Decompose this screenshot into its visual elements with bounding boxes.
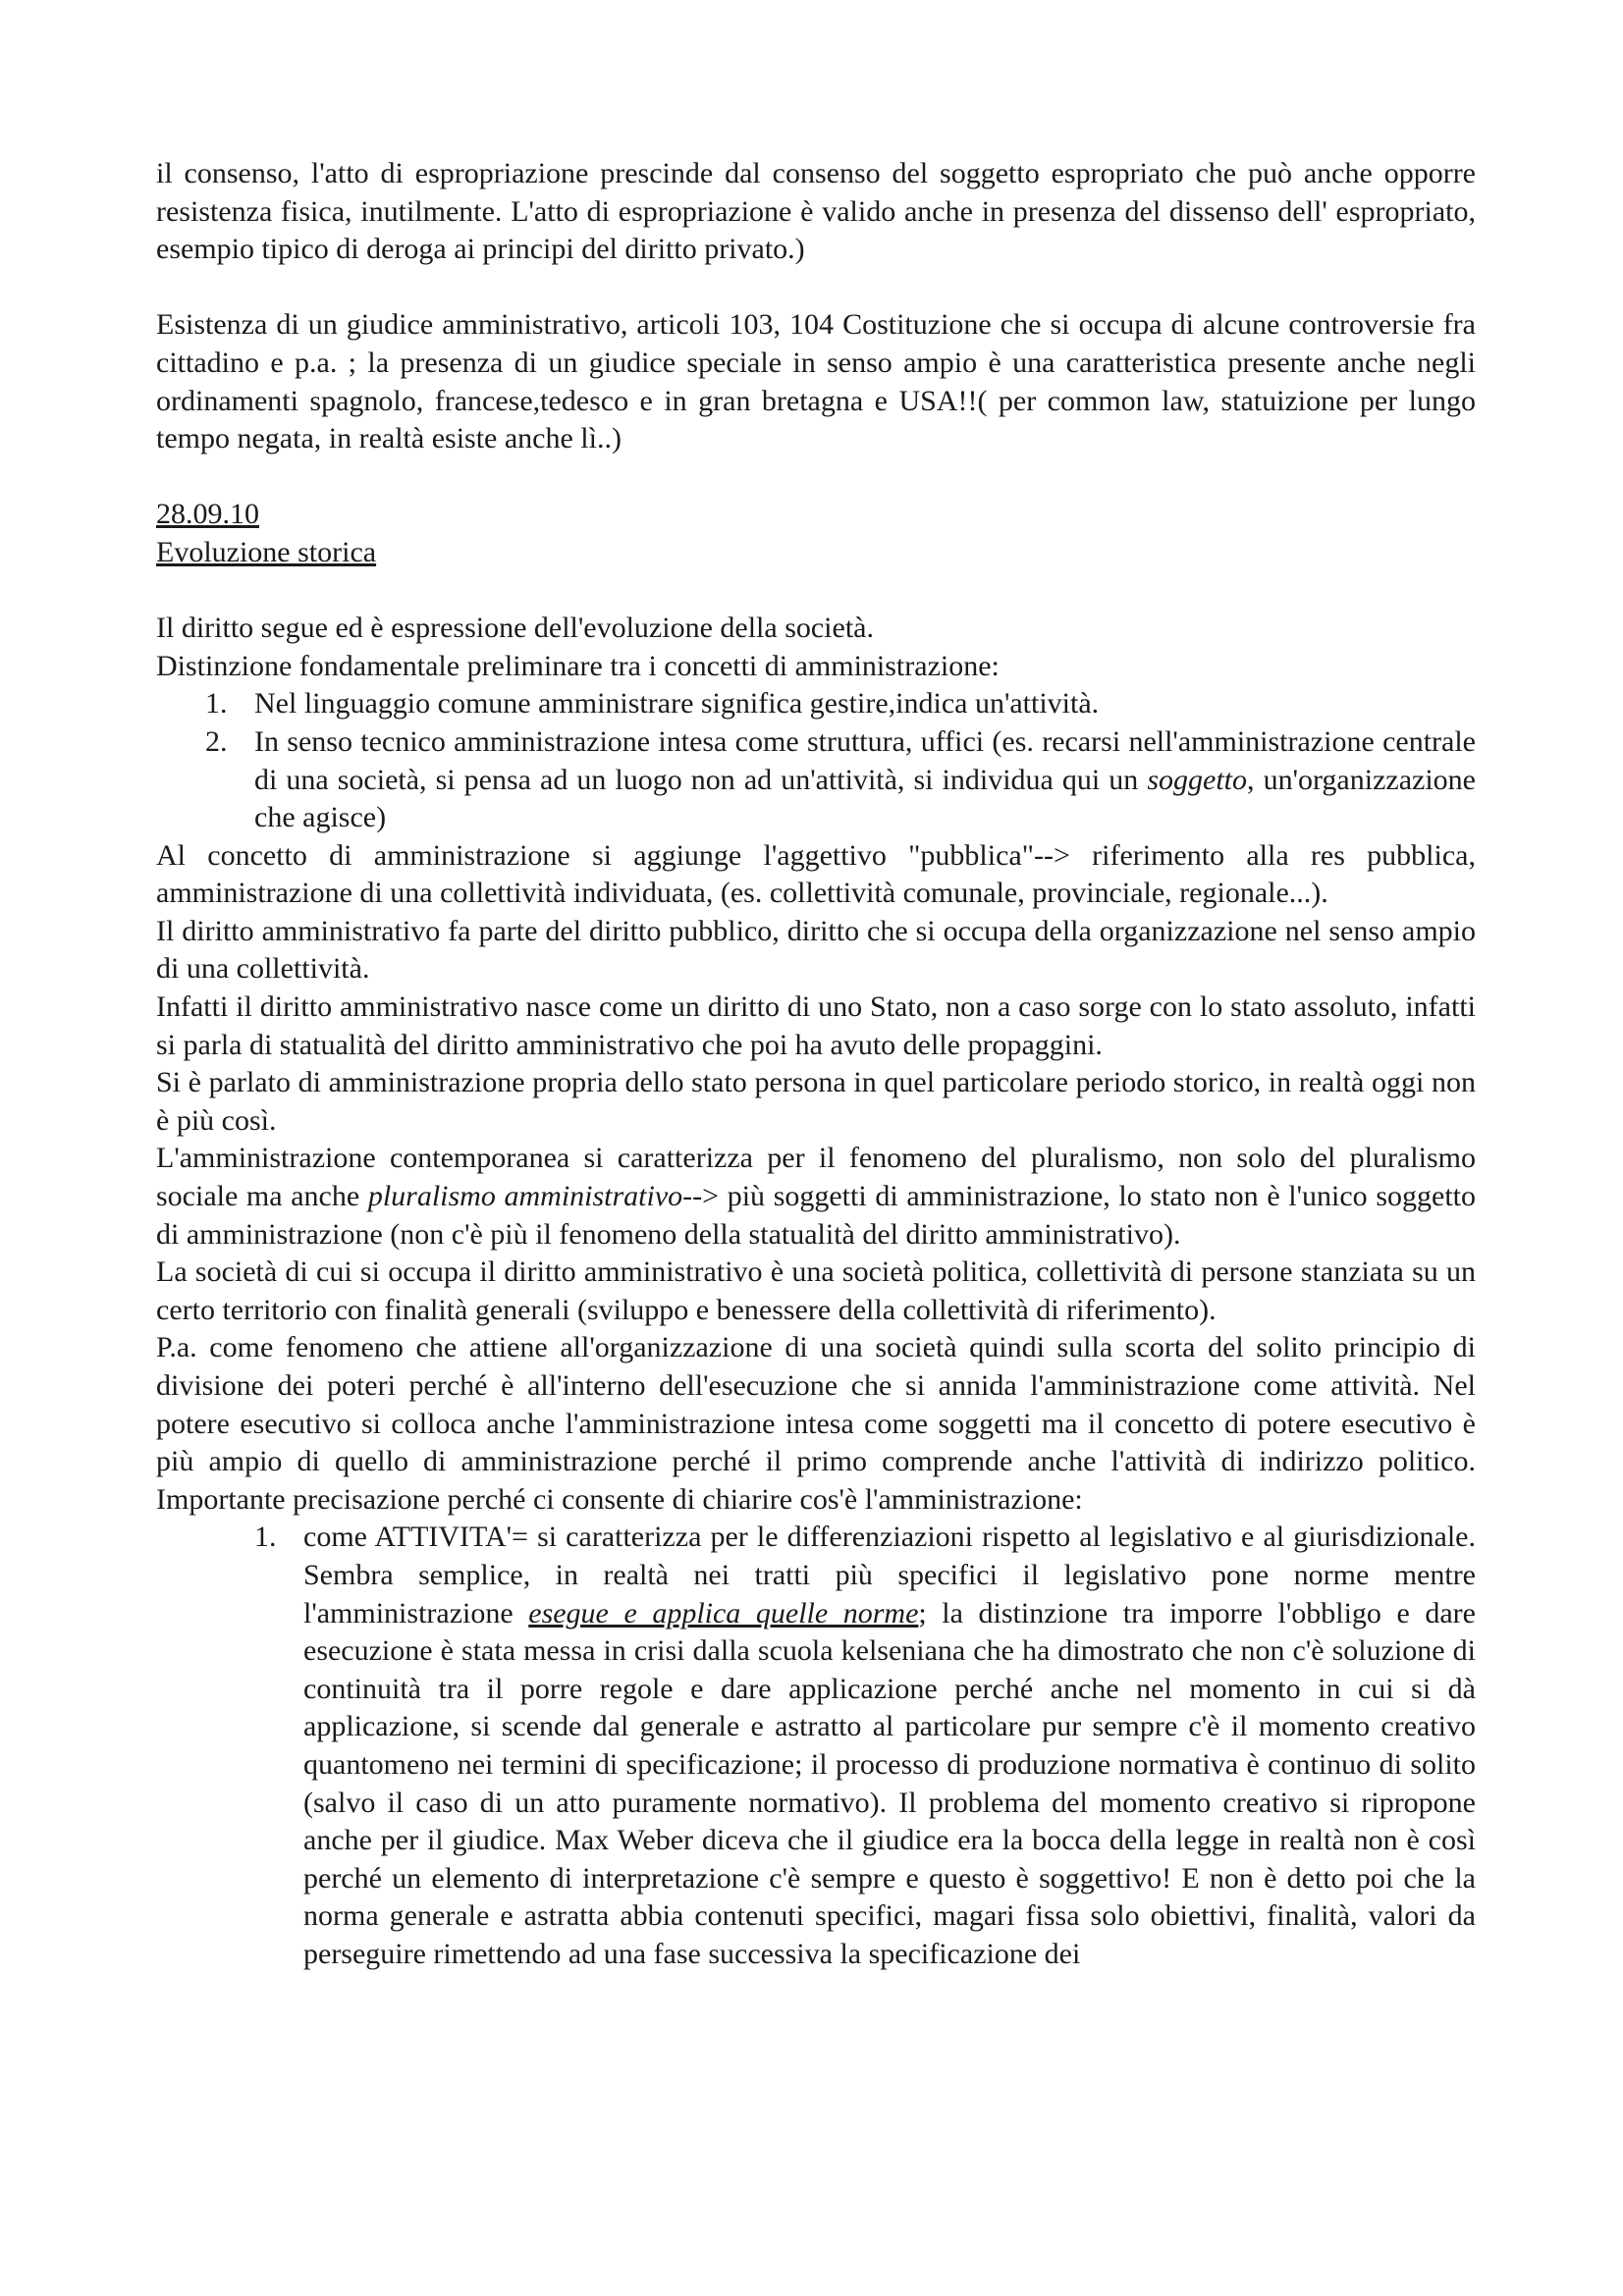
blank-line [156, 458, 1476, 497]
numbered-list-attivita [156, 1519, 1476, 1973]
paragraph-societa-politica: La società di cui si occupa il diritto amministrativo è una società politica, collettività di persone stanziata su un certo territorio con finalità generali (sviluppo e benessere della collettività di riferimento). [156, 1255, 1476, 1326]
paragraph-stato-persona: Si è parlato di amministrazione propria dello stato persona in quel particolare periodo storico, in realtà oggi non è più così. [156, 1066, 1476, 1137]
list-number: 1. [254, 1521, 277, 1554]
list-item-text: In senso tecnico amministrazione intesa come struttura, uffici (es. recarsi nell'amministrazione centrale di una società, si pensa ad un luogo non ad un'attività, si individua qui un [254, 724, 1476, 796]
paragraph-diritto-pubblico: Il diritto amministrativo fa parte del diritto pubblico, diritto che si occupa della organizzazione nel senso ampio di una collettività. [156, 914, 1476, 986]
paragraph-pa-fenomeno: P.a. come fenomeno che attiene all'organizzazione di una società quindi sulla scorta del solito principio di divisione dei poteri perché è all'interno dell'esecuzione che si annida l'amministrazione come attività. Nel potere esecutivo si colloca anche l'amministrazione intesa come soggetti ma il concetto di potere esecutivo è più ampio di quello di amministrazione perché il primo comprende anche l'attività di indirizzo politico. Importante precisazione perché ci consente di chiarire cos'è l'amministrazione: [156, 1331, 1476, 1516]
list-item-text: come ATTIVITA'= si caratterizza per le differenziazioni rispetto al legislativo e al giurisdizionale. Sembra semplice, in realtà nei tratti più specifici il legislativo pone norme mentre l'amministrazione [303, 1521, 1476, 1629]
text-run: --> più soggetti di amministrazione, lo stato non è l'unico soggetto di amministrazione (non c'è più il fenomeno della statualità del diritto amministrativo). [156, 1180, 1476, 1251]
list-number: 2. [205, 724, 228, 758]
blank-line [156, 572, 1476, 611]
document-page [156, 155, 1476, 1974]
list-item-text: Nel linguaggio comune amministrare significa gestire,indica un'attività. [254, 687, 1100, 721]
paragraph-distinzione: Distinzione fondamentale preliminare tra i concetti di amministrazione: [156, 649, 1000, 682]
list-item [156, 723, 1476, 837]
section-title: Evoluzione storica [156, 535, 377, 568]
list-number: 1. [205, 687, 228, 721]
list-item [156, 685, 1476, 723]
paragraph-espropriazione: il consenso, l'atto di espropriazione prescinde dal consenso del soggetto espropriato che può anche opporre resistenza fisica, inutilmente. L'atto di espropriazione è valido anche in presenza del dissenso dell' espropriato, esempio tipico di deroga ai principi del diritto privato.) [156, 157, 1476, 266]
date-heading: 28.09.10 [156, 498, 259, 531]
italic-text: soggetto [1147, 763, 1248, 796]
italic-text: pluralismo amministrativo [367, 1180, 683, 1213]
paragraph-diritto-societa: Il diritto segue ed è espressione dell'evoluzione della società. [156, 612, 874, 645]
paragraph-giudice-amministrativo: Esistenza di un giudice amministrativo, articoli 103, 104 Costituzione che si occupa di alcune controversie fra cittadino e p.a. ; la presenza di un giudice speciale in senso ampio è una caratteristica presente anche negli ordinamenti spagnolo, francese,tedesco e in gran bretagna e USA!!( per common law, statuizione per lungo tempo negata, in realtà esiste anche lì..) [156, 308, 1476, 455]
blank-line [156, 269, 1476, 307]
paragraph-pubblica: Al concetto di amministrazione si aggiunge l'aggettivo "pubblica"--> riferimento alla res pubblica, amministrazione di una collettività individuata, (es. collettività comunale, provinciale, regionale...). [156, 838, 1476, 910]
list-item [156, 1519, 1476, 1973]
numbered-list-amministrazione [156, 685, 1476, 836]
list-item-text: ; la distinzione tra imporre l'obbligo e dare esecuzione è stata messa in crisi dalla scuola kelseniana che ha dimostrato che non c'è soluzione di continuità tra il porre regole e dare applicazione perché anche nel momento in cui si dà applicazione, si scende dal generale e astratto al particolare pur sempre c'è il momento creativo quantomeno nei termini di specificazione; il processo di produzione normativa è continuo di solito (salvo il caso di un atto puramente normativo). Il problema del momento creativo si ripropone anche per il giudice. Max Weber diceva che il giudice era la bocca della legge in realtà non è così perché un elemento di interpretazione c'è sempre e questo è soggettivo! E non è detto poi che la norma generale e astratta abbia contenuti specifici, magari fissa solo obiettivi, finalità, valori da perseguire rimettendo ad una fase successiva la specificazione dei [303, 1596, 1476, 1970]
list-item-text: , un'organizzazione che agisce) [254, 763, 1476, 834]
italic-underlined-text: esegue e applica quelle norme [528, 1596, 919, 1629]
paragraph-pluralismo [156, 1140, 1476, 1254]
paragraph-stato: Infatti il diritto amministrativo nasce come un diritto di uno Stato, non a caso sorge con lo stato assoluto, infatti si parla di statualità del diritto amministrativo che poi ha avuto delle propaggini. [156, 990, 1476, 1061]
text-run: L'amministrazione contemporanea si caratterizza per il fenomeno del pluralismo, non solo del pluralismo sociale ma anche [156, 1142, 1476, 1213]
